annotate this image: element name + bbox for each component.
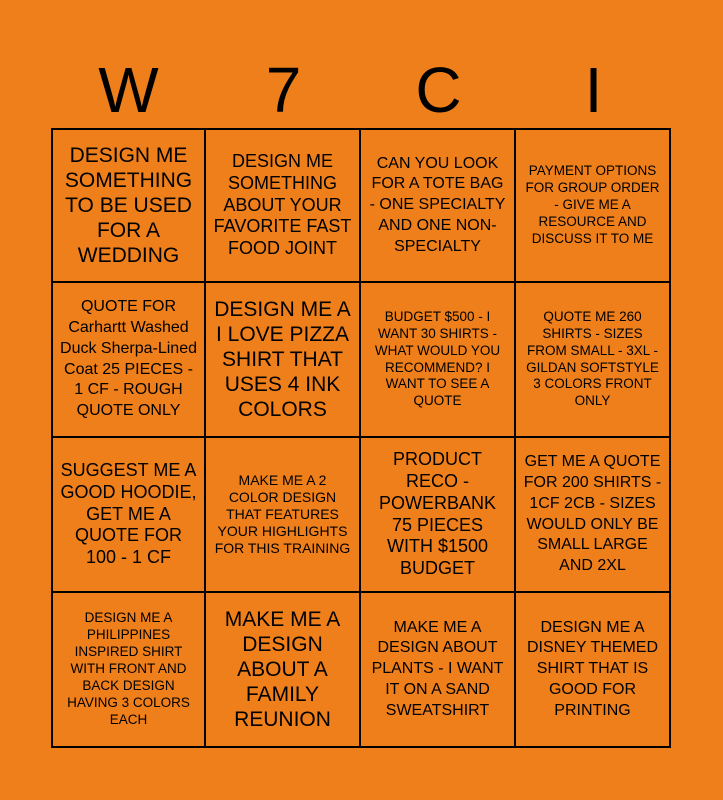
bingo-cell[interactable]: PAYMENT OPTIONS FOR GROUP ORDER - GIVE ME A RESOURCE AND DISCUSS IT TO ME bbox=[516, 128, 671, 283]
bingo-cell[interactable]: DESIGN ME A I LOVE PIZZA SHIRT THAT USES 4 INK COLORS bbox=[206, 283, 361, 438]
bingo-cell[interactable]: QUOTE ME 260 SHIRTS - SIZES FROM SMALL - 3XL - GILDAN SOFTSTYLE 3 COLORS FRONT ONLY bbox=[516, 283, 671, 438]
bingo-cell[interactable]: DESIGN ME A DISNEY THEMED SHIRT THAT IS GOOD FOR PRINTING bbox=[516, 593, 671, 748]
bingo-cell[interactable]: PRODUCT RECO - POWERBANK 75 PIECES WITH $1500 BUDGET bbox=[361, 438, 516, 593]
header-letter-1: W bbox=[98, 54, 159, 126]
bingo-cell[interactable]: BUDGET $500 - I WANT 30 SHIRTS - WHAT WOULD YOU RECOMMEND? I WANT TO SEE A QUOTE bbox=[361, 283, 516, 438]
bingo-cell[interactable]: DESIGN ME A PHILIPPINES INSPIRED SHIRT WITH FRONT AND BACK DESIGN HAVING 3 COLORS EACH bbox=[51, 593, 206, 748]
bingo-cell[interactable]: MAKE ME A 2 COLOR DESIGN THAT FEATURES YOUR HIGHLIGHTS FOR THIS TRAINING bbox=[206, 438, 361, 593]
bingo-grid bbox=[51, 128, 671, 748]
bingo-cell[interactable]: DESIGN ME SOMETHING ABOUT YOUR FAVORITE FAST FOOD JOINT bbox=[206, 128, 361, 283]
bingo-cell[interactable]: QUOTE FOR Carhartt Washed Duck Sherpa-Lined Coat 25 PIECES - 1 CF - ROUGH QUOTE ONLY bbox=[51, 283, 206, 438]
bingo-cell[interactable]: MAKE ME A DESIGN ABOUT A FAMILY REUNION bbox=[206, 593, 361, 748]
header-letter-2: 7 bbox=[265, 54, 302, 126]
bingo-cell[interactable]: GET ME A QUOTE FOR 200 SHIRTS - 1CF 2CB - SIZES WOULD ONLY BE SMALL LARGE AND 2XL bbox=[516, 438, 671, 593]
bingo-cell[interactable]: SUGGEST ME A GOOD HOODIE, GET ME A QUOTE FOR 100 - 1 CF bbox=[51, 438, 206, 593]
header-letter-3: C bbox=[415, 54, 462, 126]
bingo-cell[interactable]: DESIGN ME SOMETHING TO BE USED FOR A WEDDING bbox=[51, 128, 206, 283]
header-letter-4: I bbox=[584, 54, 603, 126]
bingo-header bbox=[51, 54, 671, 126]
bingo-cell[interactable]: CAN YOU LOOK FOR A TOTE BAG - ONE SPECIALTY AND ONE NON-SPECIALTY bbox=[361, 128, 516, 283]
bingo-cell[interactable]: MAKE ME A DESIGN ABOUT PLANTS - I WANT IT ON A SAND SWEATSHIRT bbox=[361, 593, 516, 748]
